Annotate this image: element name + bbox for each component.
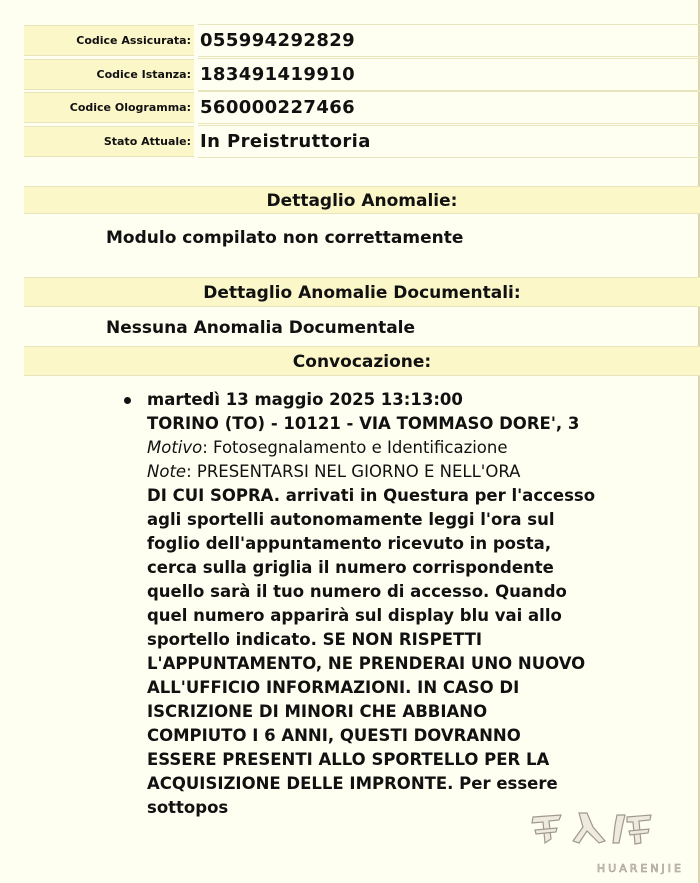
anomalie-header: Dettaglio Anomalie: xyxy=(24,186,700,214)
info-label: Codice Assicurata: xyxy=(24,25,194,56)
note-line: ESSERE PRESENTI ALLO SPORTELLO PER LA xyxy=(147,750,550,769)
note-label: Note xyxy=(147,462,187,481)
note-line: agli sportelli autonomamente leggi l'ora sul xyxy=(147,510,555,529)
info-value: In Preistruttoria xyxy=(198,125,700,158)
appointment-note xyxy=(147,460,678,484)
anomalie-documentali-text: Nessuna Anomalia Documentale xyxy=(106,318,416,338)
info-label: Stato Attuale: xyxy=(24,126,194,157)
motivo-text: : Fotosegnalamento e Identificazione xyxy=(202,438,508,457)
info-value: 560000227466 xyxy=(198,91,700,124)
bullet-icon xyxy=(124,397,131,404)
note-line: sportello indicato. SE NON RISPETTI xyxy=(147,630,483,649)
convocazione-header: Convocazione: xyxy=(24,346,700,376)
info-label: Codice Istanza: xyxy=(24,59,194,90)
info-table xyxy=(24,24,700,158)
info-row-codice-istanza xyxy=(24,58,700,92)
note-line: cerca sulla griglia il numero corrispondente xyxy=(147,558,554,577)
anomalie-documentali-header: Dettaglio Anomalie Documentali: xyxy=(24,277,700,307)
info-value: 183491419910 xyxy=(198,58,700,91)
appointment-date: martedì 13 maggio 2025 13:13:00 xyxy=(147,390,463,409)
appointment-address: TORINO (TO) - 10121 - VIA TOMMASO DORE', 3 xyxy=(147,414,580,433)
motivo-label: Motivo xyxy=(147,438,203,457)
note-line: L'APPUNTAMENTO, NE PRENDERAI UNO NUOVO xyxy=(147,654,586,673)
info-row-stato-attuale xyxy=(24,125,700,159)
convocazione-list xyxy=(118,388,678,820)
note-line: ALL'UFFICIO INFORMAZIONI. IN CASO DI xyxy=(147,678,520,697)
note-line: COMPIUTO I 6 ANNI, QUESTI DOVRANNO xyxy=(147,726,521,745)
note-line: ISCRIZIONE DI MINORI CHE ABBIANO xyxy=(147,702,488,721)
note-line: quel numero apparirà sul display blu vai allo xyxy=(147,606,562,625)
appointment-motivo xyxy=(147,436,678,460)
anomalie-text: Modulo compilato non correttamente xyxy=(106,228,464,248)
note-line: foglio dell'appuntamento ricevuto in posta, xyxy=(147,534,552,553)
list-item xyxy=(118,388,678,820)
info-row-codice-assicurata xyxy=(24,24,700,58)
info-value: 055994292829 xyxy=(198,24,700,57)
note-line: DI CUI SOPRA. arrivati in Questura per l'accesso xyxy=(147,486,596,505)
note-line: sottopos xyxy=(147,798,229,817)
note-line: ACQUISIZIONE DELLE IMPRONTE. Per essere xyxy=(147,774,558,793)
huarenjie-watermark-logo xyxy=(521,803,686,859)
note-line: quello sarà il tuo numero di accesso. Quando xyxy=(147,582,567,601)
info-row-codice-ologramma xyxy=(24,91,700,125)
watermark-text: HUARENJIE xyxy=(596,862,684,875)
info-label: Codice Ologramma: xyxy=(24,92,194,123)
note-line: : PRESENTARSI NEL GIORNO E NELL'ORA xyxy=(186,462,521,481)
